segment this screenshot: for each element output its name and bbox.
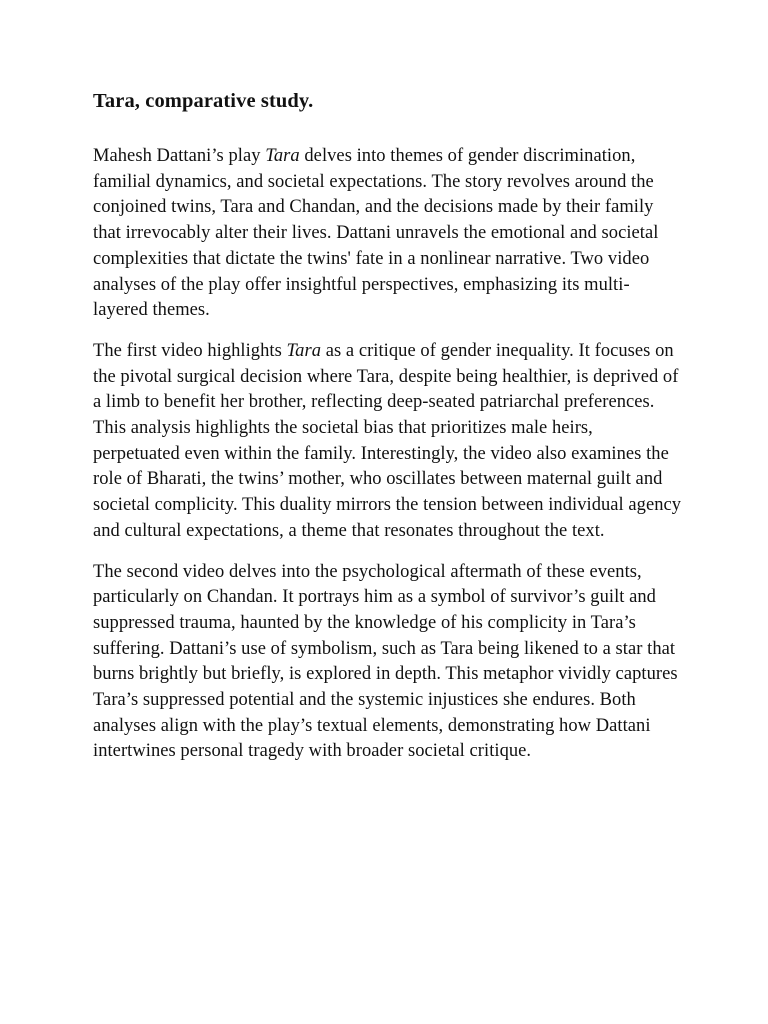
paragraph-introduction <box>93 144 683 324</box>
paragraph-first-video <box>93 339 683 545</box>
play-title-emphasis: Tara <box>265 146 300 166</box>
paragraph-second-video: The second video delves into the psychological aftermath of these events, particularly on Chandan. It portrays him as a symbol of survivor’s guilt and suppressed trauma, haunted by the knowledge of his complicity in Tara’s suffering. Dattani’s use of symbolism, such as Tara being likened to a star that burns brightly but briefly, is explored in depth. This metaphor vividly captures Tara’s suppressed potential and the systemic injustices she endures. Both analyses align with the play’s textual elements, demonstrating how Dattani intertwines personal tragedy with broader societal critique. <box>93 561 678 762</box>
paragraph-introduction-lead: Mahesh Dattani’s play <box>93 146 266 166</box>
document-body <box>93 86 683 765</box>
paragraph-introduction-rest: delves into themes of gender discrimination, familial dynamics, and societal expectations. The story revolves around the conjoined twins, Tara and Chandan, and the decisions made by their family that irrevocably alter their lives. Dattani unravels the emotional and societal complexities that dictate the twins' fate in a nonlinear narrative. Two video analyses of the play offer insightful perspectives, emphasizing its multi-layered themes. <box>93 146 659 321</box>
play-title-emphasis: Tara <box>286 340 322 361</box>
paragraph-first-video-rest: as a critique of gender inequality. It focuses on the pivotal surgical decision where Tara, despite being healthier, is deprived of a limb to benefit her brother, reflecting deep-seated patriarchal preferences. This analysis highlights the societal bias that prioritizes male heirs, perpetuated even within the family. Interestingly, the video also examines the role of Bharati, the twins’ mother, who oscillates between maternal guilt and societal complicity. This duality mirrors the tension between individual agency and cultural expectations, a theme that resonates throughout the text. <box>93 340 682 541</box>
document-title: Tara, comparative study. <box>93 90 314 112</box>
paragraph-first-video-lead: The first video highlights <box>93 340 287 361</box>
